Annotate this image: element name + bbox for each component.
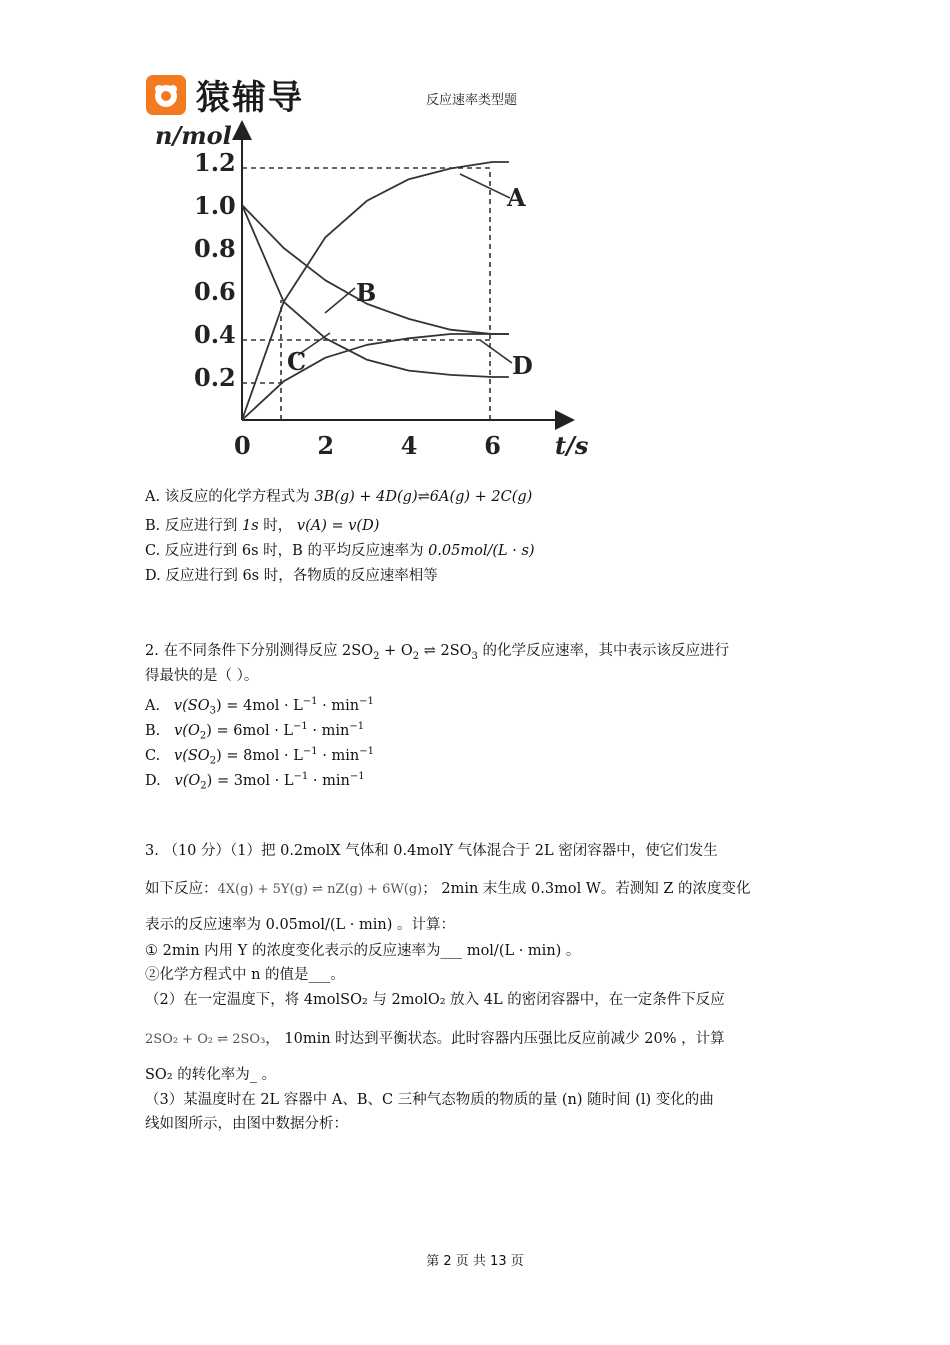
- x-tick-label: 6: [484, 431, 501, 460]
- y-tick-label: 1.0: [194, 191, 236, 220]
- q1-option-a-prefix: A. 该反应的化学方程式为: [145, 489, 315, 505]
- q1-option-a[interactable]: [145, 487, 532, 507]
- q1-option-c-rate: 0.05mol/(L · s): [428, 543, 535, 559]
- q2-option-d-label: D.: [145, 772, 161, 789]
- q1-option-b[interactable]: [145, 516, 379, 536]
- q3-line2-suffix: ； 2min 末生成 0.3mol W。若测知 Z 的浓度变化: [422, 881, 751, 897]
- q2-option-d-exp1: −1: [293, 771, 309, 782]
- q2-stem-part2: + O: [379, 643, 413, 659]
- q1-option-a-equation: 3B(g) + 4D(g)⇌6A(g) + 2C(g): [314, 489, 533, 505]
- q1-option-d[interactable]: [145, 566, 438, 586]
- x-tick-label: 4: [400, 431, 418, 460]
- q2-stem-line2: 得最快的是（ ）。: [145, 668, 259, 684]
- q2-option-b-lhs: v(O: [174, 722, 200, 739]
- q1-option-b-mid: 时，: [258, 518, 297, 534]
- q2-option-d-exp2: −1: [349, 771, 365, 782]
- q2-stem-part4: 的化学反应速率，其中表示该反应进行: [477, 643, 730, 659]
- q2-option-b-sub: 2: [199, 730, 207, 742]
- q2-option-c-label: C.: [145, 747, 161, 764]
- q1-option-c-prefix: C. 反应进行到: [145, 543, 242, 559]
- x-tick-labels: [234, 431, 501, 460]
- q3-line2-prefix: 如下反应：: [145, 881, 218, 897]
- page-footer: 第 2 页 共 13 页: [426, 1254, 524, 1269]
- q3-line4: ① 2min 内用 Y 的浓度变化表示的反应速率为___ mol/(L · min) 。: [145, 943, 581, 959]
- y-tick-label: 0.8: [194, 234, 236, 263]
- brand-mark-icon: [146, 75, 186, 115]
- q1-option-d-prefix: D. 反应进行到: [145, 568, 243, 584]
- curve-d: [242, 334, 509, 420]
- q1-option-c-mid: 时，B 的平均反应速率为: [258, 543, 429, 559]
- q2-option-a-exp1: −1: [302, 696, 318, 707]
- q3-line8: SO₂ 的转化率为_ 。: [145, 1067, 277, 1083]
- q2-option-d-rhs: ) = 3mol · L: [206, 772, 294, 789]
- curve-c: [242, 205, 509, 334]
- q2-option-a-rhs: ) = 4mol · L: [215, 697, 303, 714]
- q2-option-b-exp2: −1: [349, 721, 365, 732]
- curve-label-d: D: [512, 351, 533, 380]
- q2-option-c-exp1: −1: [302, 746, 318, 757]
- q1-option-d-time: 6s: [242, 568, 260, 584]
- leader-a: [460, 174, 510, 198]
- graph-svg: [150, 118, 610, 468]
- q3-equation: 4X(g) + 5Y(g) ⇌ nZ(g) + 6W(g): [217, 882, 423, 897]
- q2-option-c-exp2: −1: [359, 746, 374, 757]
- curve-label-c: C: [287, 347, 307, 376]
- x-tick-label: 0: [234, 431, 251, 460]
- q1-option-c[interactable]: [145, 541, 535, 561]
- q2-stem-part3: ⇌ 2SO: [419, 643, 472, 659]
- q2-option-c-sub: 2: [209, 755, 217, 767]
- q3-line7: [145, 1029, 725, 1050]
- q1-option-d-mid: 时，各物质的反应速率相等: [259, 568, 438, 584]
- y-tick-labels: [194, 148, 236, 392]
- q3-line7-suffix: ， 10min 时达到平衡状态。此时容器内压强比反应前减少 20% ，计算: [265, 1031, 725, 1047]
- y-tick-label: 0.4: [194, 320, 236, 349]
- q2-option-d-unit: · min: [308, 772, 350, 789]
- q3-line5: ②化学方程式中 n 的值是___。: [145, 967, 345, 983]
- q2-option-b-label: B.: [145, 722, 161, 739]
- q2-option-a-sub: 3: [209, 705, 216, 717]
- q2-option-a-exp2: −1: [359, 696, 374, 707]
- q1-option-b-time: 1s: [241, 518, 259, 534]
- q3-line1: 3. （10 分）（1）把 0.2molX 气体和 0.4molY 气体混合于 2L 密闭容器中，使它们发生: [145, 843, 718, 859]
- q2-option-c-lhs: v(SO: [174, 747, 210, 764]
- curve-label-a: A: [507, 183, 526, 212]
- y-tick-label: 0.6: [194, 277, 236, 306]
- q3-equation-so2: 2SO₂ + O₂ ⇌ 2SO₃: [145, 1032, 266, 1047]
- q2-stem: 2. 在不同条件下分别测得反应 $2SO_2 + O_2$ ⇌ $2SO_3$ 的化学反应速率，其中表示该反应进行: [145, 643, 730, 662]
- brand-logo: [146, 70, 304, 119]
- q2-option-a-unit: · min: [317, 697, 360, 714]
- q3-line9: （3）某温度时在 2L 容器中 A、B、C 三种气态物质的物质的量 (n) 随时间 (l) 变化的曲: [145, 1092, 714, 1108]
- leader-d: [480, 340, 512, 363]
- x-tick-label: 2: [317, 431, 335, 460]
- q2-option-c-unit: · min: [317, 747, 360, 764]
- leader-b: [325, 288, 355, 313]
- reaction-graph: [150, 118, 610, 472]
- y-axis-label: n/mol: [155, 121, 232, 150]
- y-tick-label: 0.2: [194, 363, 236, 392]
- q2-option-c-rhs: ) = 8mol · L: [216, 747, 303, 764]
- q3-line6: （2）在一定温度下，将 4molSO₂ 与 2molO₂ 放入 4L 的密闭容器中，在一定条件下反应: [145, 992, 725, 1008]
- q2-option-b-exp1: −1: [293, 721, 308, 732]
- q3-line10: 线如图所示，由图中数据分析：: [145, 1116, 348, 1132]
- q2-option-d-lhs: v(O: [174, 772, 201, 789]
- q3-line2: [145, 879, 751, 900]
- q1-option-c-time: 6s: [241, 543, 259, 559]
- q2-option-d[interactable]: [145, 767, 365, 797]
- q2-option-b-unit: · min: [307, 722, 350, 739]
- q2-option-a-lhs: v(SO: [173, 697, 210, 714]
- q2-option-b-rhs: ) = 6mol · L: [206, 722, 294, 739]
- curve-label-b: B: [356, 278, 377, 307]
- q2-stem-part1: 2. 在不同条件下分别测得反应 2SO: [145, 643, 374, 659]
- brand-name: 猿辅导: [196, 78, 304, 118]
- q2-option-a-label: A.: [145, 697, 161, 714]
- q2-option-d-sub: 2: [200, 780, 207, 792]
- q1-option-b-equation: v(A) = v(D): [296, 518, 380, 534]
- x-axis-label: t/s: [555, 431, 589, 460]
- q3-line3: 表示的反应速率为 0.05mol/(L · min) 。计算：: [145, 917, 456, 933]
- page-header-title: 反应速率类型题: [426, 93, 518, 108]
- q1-option-b-prefix: B. 反应进行到: [145, 518, 242, 534]
- y-tick-label: 1.2: [194, 148, 236, 177]
